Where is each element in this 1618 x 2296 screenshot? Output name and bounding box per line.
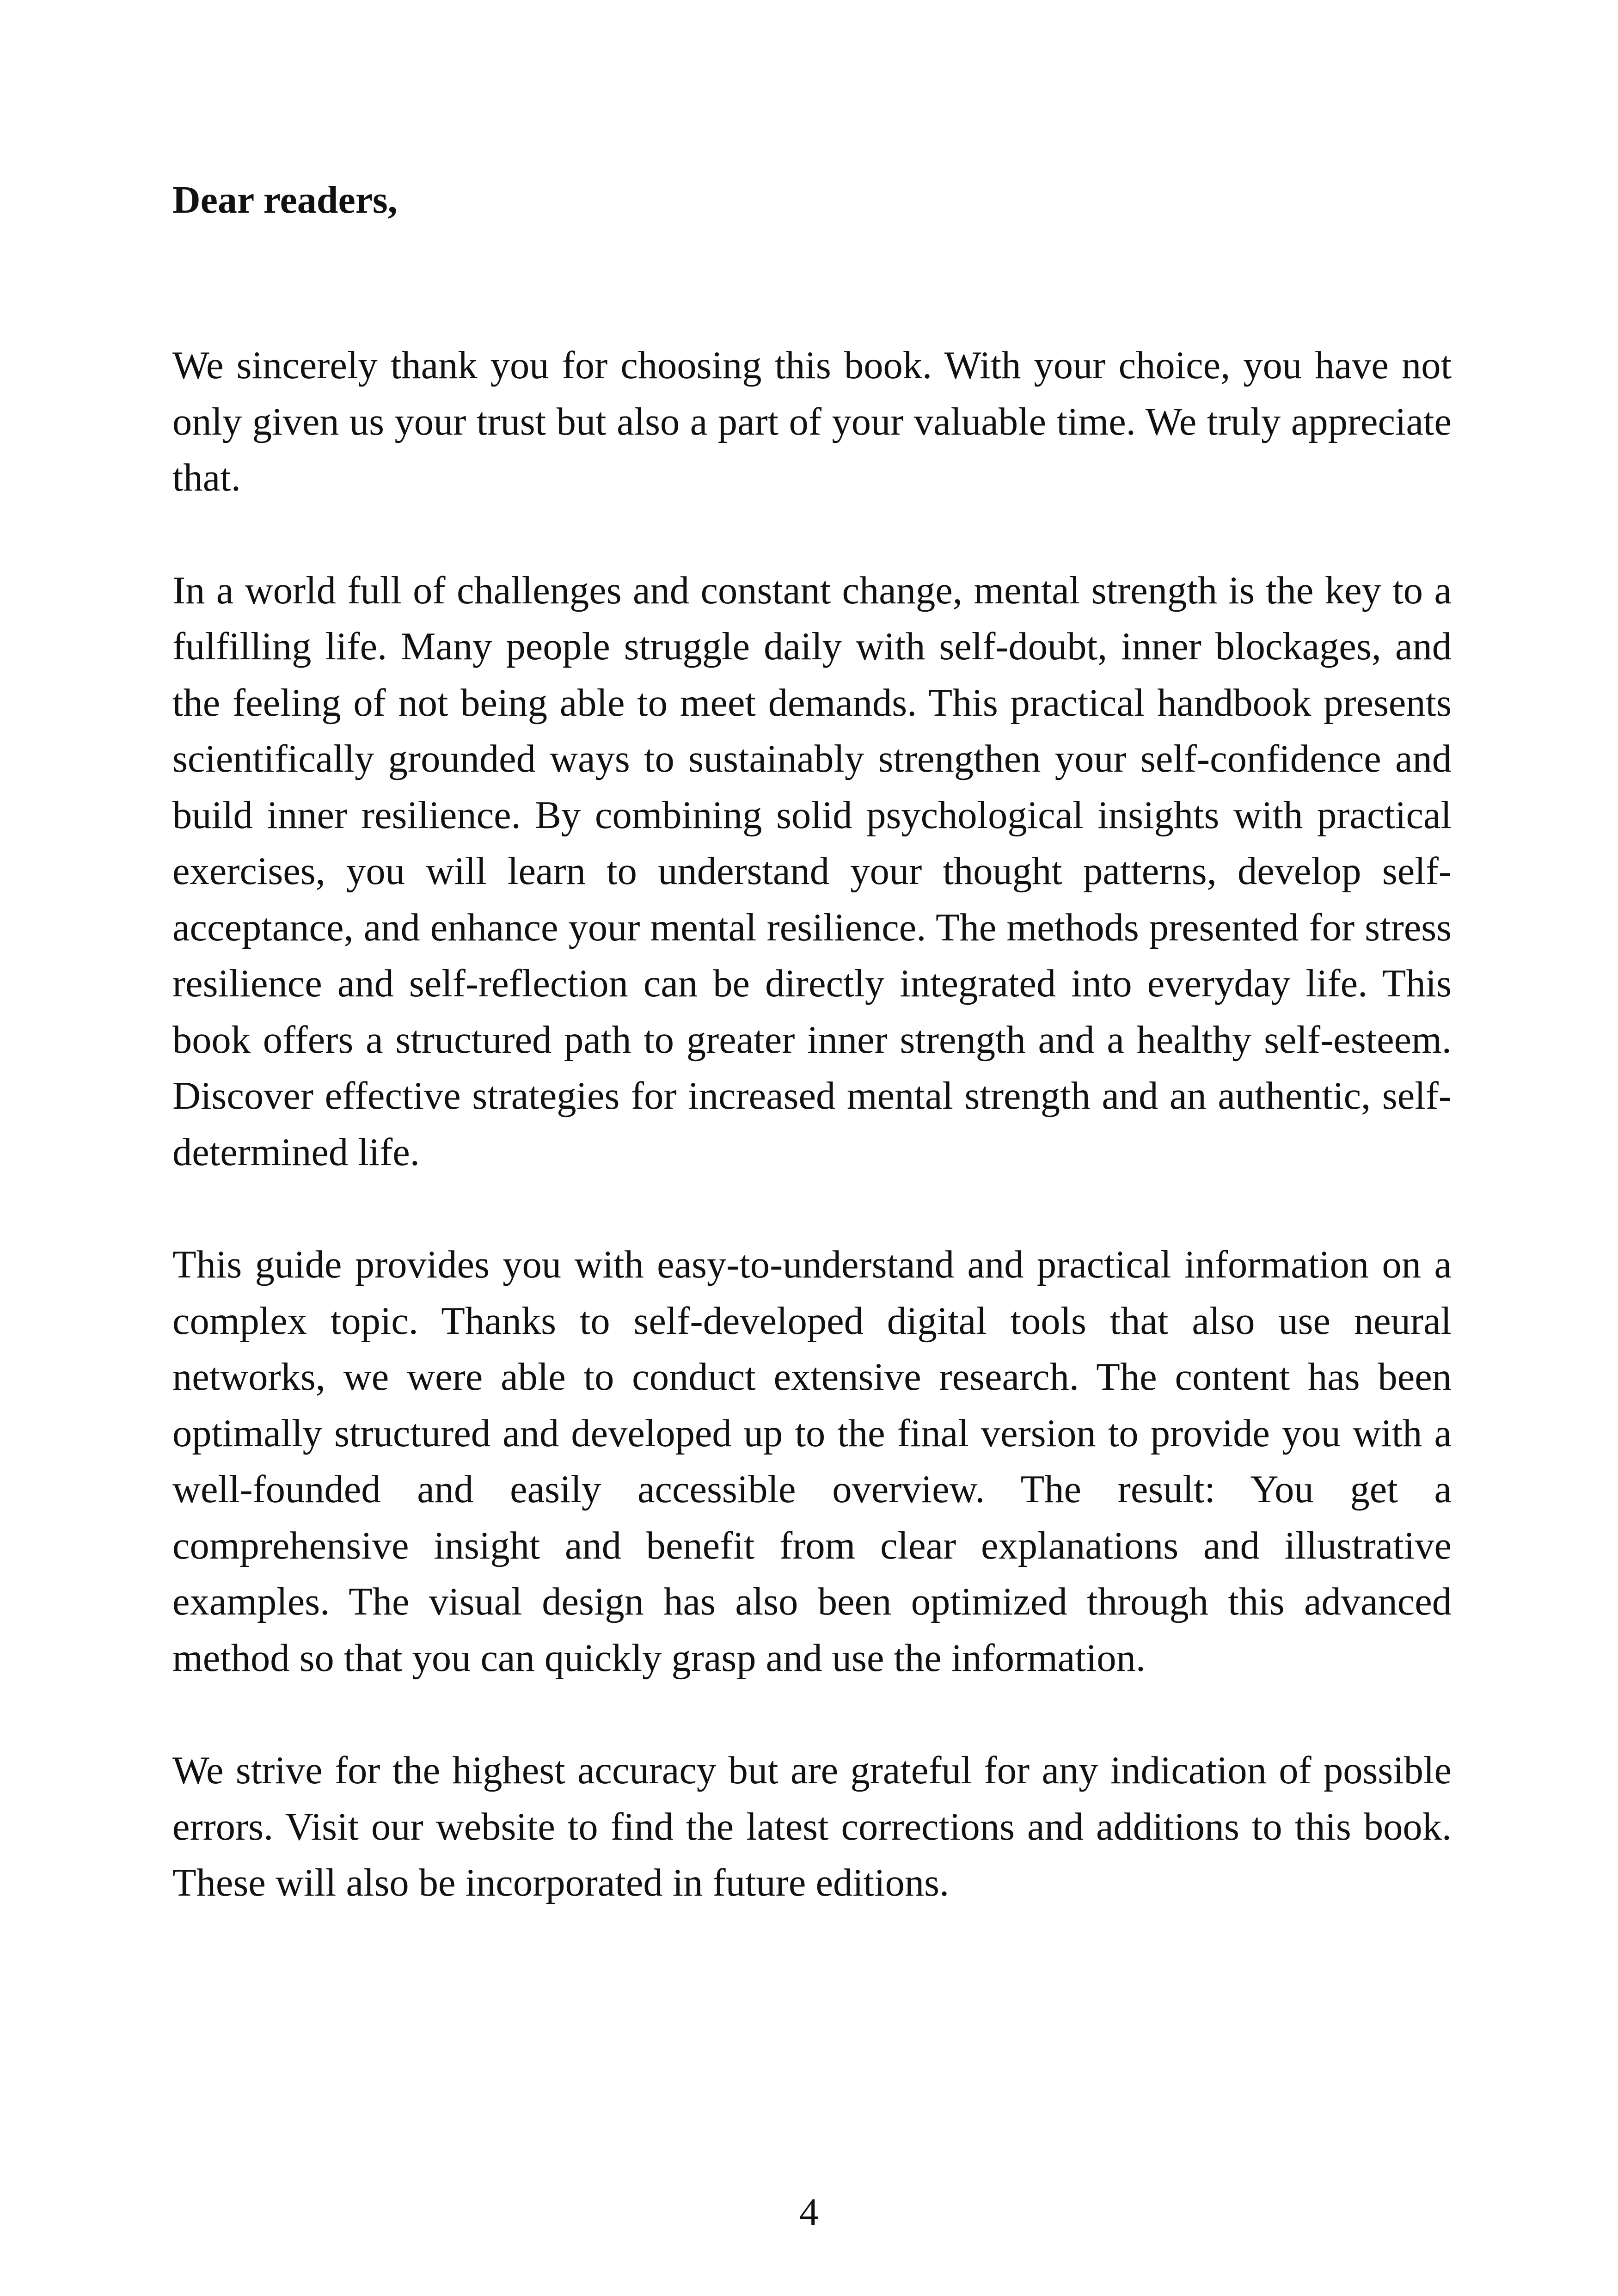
salutation-heading: Dear readers, [172, 178, 398, 221]
paragraph-book-summary: In a world full of challenges and constant change, mental strength is the key to a fulfilling life. Many people struggle daily with self-doubt, inner blockages, and the feeling of not being able to meet demands. This practical handbook presents scientifically grounded ways to sustainably strengthen your self-confidence and build inner resilience. By combining solid psychological insights with practical exercises, you will learn to understand your thought patterns, develop self-acceptance, and enhance your mental resilience. The methods presented for stress resilience and self-reflection can be directly integrated into everyday life. This book offers a structured path to greater inner strength and a healthy self-esteem. Discover effective strategies for increased mental strength and an authentic, self-determined life. [172, 569, 1452, 1174]
page-number: 4 [799, 2191, 819, 2234]
paragraph-errata: We strive for the highest accuracy but are grateful for any indication of possible errors. Visit our website to find the latest corrections and additions to this book. These will also be incorporated in future editions. [172, 1749, 1452, 1904]
paragraph-thanks: We sincerely thank you for choosing this book. With your choice, you have not only given us your trust but also a part of your valuable time. We truly appreciate that. [172, 344, 1452, 499]
body-text [172, 338, 1452, 1968]
paragraph-guide-method: This guide provides you with easy-to-understand and practical information on a complex topic. Thanks to self-developed digital tools that also use neural networks, we were able to conduct extensive research. The content has been optimally structured and developed up to the final version to provide you with a well-founded and easily accessible overview. The result: You get a comprehensive insight and benefit from clear explanations and illustrative examples. The visual design has also been optimized through this advanced method so that you can quickly grasp and use the information. [172, 1243, 1452, 1680]
